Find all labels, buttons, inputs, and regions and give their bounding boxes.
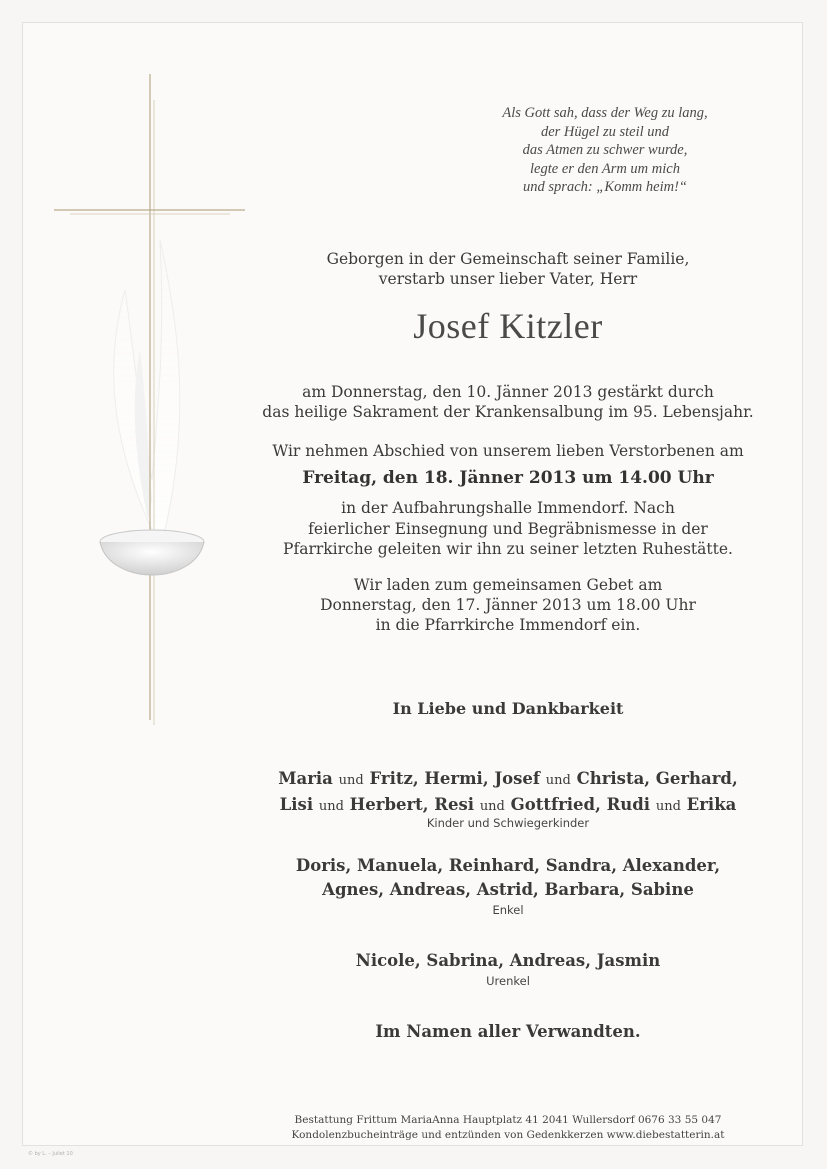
quote-line: das Atmen zu schwer wurde, — [522, 142, 688, 158]
farewell-line: in der Aufbahrungshalle Immendorf. Nach — [341, 499, 675, 517]
child-name: Gottfried, Rudi — [510, 795, 651, 814]
grandchildren-line: Doris, Manuela, Reinhard, Sandra, Alexander, — [295, 856, 721, 875]
connector: und — [545, 773, 571, 788]
closing-line: Im Namen aller Verwandten. — [375, 1022, 641, 1041]
child-name: Christa, Gerhard, — [576, 769, 738, 788]
child-name: Erika — [686, 795, 737, 814]
great-grandchildren-relation: Urenkel — [486, 974, 530, 988]
death-notice-line: am Donnerstag, den 10. Jänner 2013 gestärkt durch — [302, 383, 714, 401]
connector: und — [318, 799, 344, 814]
connector: und — [655, 799, 681, 814]
prayer-invitation — [258, 575, 758, 635]
footer-line: Bestattung Frittum MariaAnna Hauptplatz 41 2041 Wullersdorf 0676 33 55 047 — [294, 1114, 722, 1126]
child-name: Lisi — [279, 795, 314, 814]
child-name: Herbert, Resi — [349, 795, 475, 814]
quote-line: der Hügel zu steil und — [540, 123, 670, 140]
child-name: Maria — [278, 769, 333, 788]
cross-artwork — [40, 60, 270, 740]
flame-icon — [114, 240, 180, 530]
prayer-line: Wir laden zum gemeinsamen Gebet am — [353, 576, 663, 594]
farewell-line: feierlicher Einsegnung und Begräbnismesse in der — [308, 519, 708, 538]
connector: und — [479, 799, 505, 814]
quote-line: Als Gott sah, dass der Weg zu lang, — [502, 105, 708, 121]
children-line — [258, 767, 758, 793]
quote-line: legte er den Arm um mich — [530, 160, 680, 177]
cross-icon — [54, 74, 245, 725]
death-notice-line: das heilige Sakrament der Krankensalbung im 95. Lebensjahr. — [262, 403, 754, 421]
bowl-icon — [100, 530, 204, 575]
death-notice — [258, 382, 758, 422]
intro-text — [258, 249, 758, 289]
funeral-date: Freitag, den 18. Jänner 2013 um 14.00 Uhr — [302, 468, 714, 488]
prayer-line: Donnerstag, den 17. Jänner 2013 um 18.00 Uhr — [320, 596, 696, 614]
grandchildren-line: Agnes, Andreas, Astrid, Barbara, Sabine — [322, 880, 694, 899]
quote-block — [455, 104, 755, 197]
intro-line: Geborgen in der Gemeinschaft seiner Familie, — [326, 250, 690, 268]
deceased-name: Josef Kitzler — [413, 306, 603, 346]
grandchildren-relation: Enkel — [492, 903, 524, 917]
children-names — [258, 767, 758, 819]
farewell-line: Pfarrkirche geleiten wir ihn zu seiner letzten Ruhestätte. — [283, 540, 733, 558]
intro-line: verstarb unser lieber Vater, Herr — [378, 270, 638, 288]
imprint: © by L. – Juliet 10 — [28, 1151, 73, 1157]
love-line: In Liebe und Dankbarkeit — [392, 699, 624, 718]
footer — [258, 1113, 758, 1143]
child-name: Fritz, Hermi, Josef — [369, 769, 541, 788]
connector: und — [338, 773, 364, 788]
farewell-details — [258, 498, 758, 560]
prayer-line: in die Pfarrkirche Immendorf ein. — [375, 616, 641, 634]
quote-line: und sprach: „Komm heim!“ — [523, 179, 687, 195]
footer-line: Kondolenzbucheinträge und entzünden von Gedenkkerzen www.diebestatterin.at — [291, 1129, 725, 1141]
grandchildren-names — [258, 854, 758, 902]
farewell-intro: Wir nehmen Abschied von unserem lieben Verstorbenen am — [272, 442, 744, 460]
children-relation: Kinder und Schwiegerkinder — [426, 816, 590, 830]
great-grandchildren-names: Nicole, Sabrina, Andreas, Jasmin — [355, 951, 661, 970]
